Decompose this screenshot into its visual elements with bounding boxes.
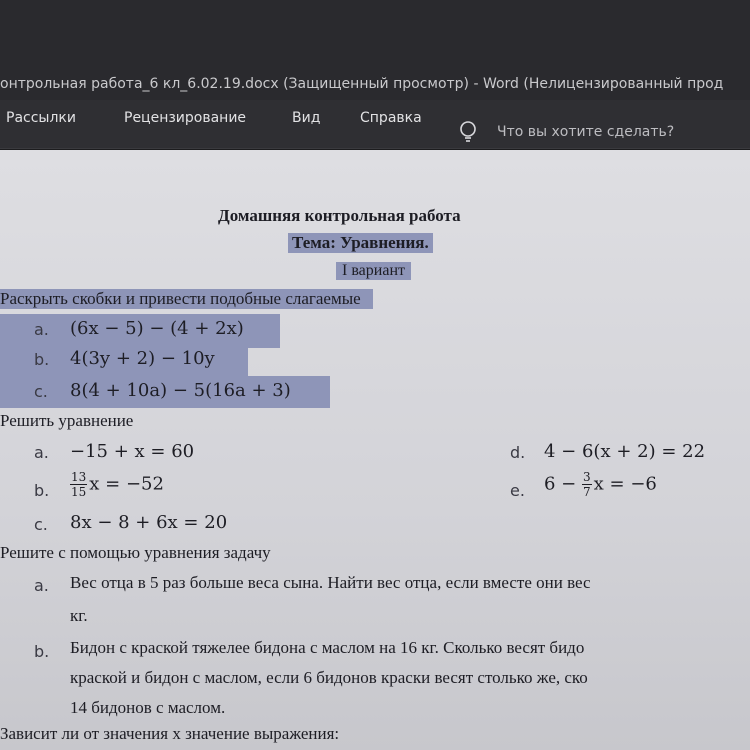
task2-e-expr: 6 − $\frac{3}{7}$ x = −6 [544,470,657,499]
task3-b-line2: краской и бидон с маслом, если 6 бидонов краски весят столько же, ско [70,668,588,687]
task3-a-label: a. [34,576,49,595]
task2-d-label: d. [510,443,526,462]
fraction-3-7: $\frac{3}{7}$ [583,470,591,499]
task1-c-label: c. [34,382,48,401]
fraction-13-15: $\frac{13}{15}$ [71,470,87,499]
task2-a-expr: −15 + x = 60 [70,441,195,462]
task1-a-expr: (6x − 5) − (4 + 2x) [70,318,244,339]
task2-d-expr: 4 − 6(x + 2) = 22 [544,441,706,462]
tab-help[interactable]: Справка [360,110,422,126]
task2-b-expr: $\frac{13}{15}$ x = −52 [71,470,164,499]
task2-a-label: a. [34,443,49,462]
task3-b-line3: 14 бидонов с маслом. [70,698,226,717]
task1-b-label: b. [34,350,50,369]
task2-c-label: c. [34,515,48,534]
task1-c-expr: 8(4 + 10a) − 5(16a + 3) [70,380,291,401]
doc-theme: Тема: Уравнения. [288,233,433,253]
task4-title: Зависит ли от значения x значение выражения: [0,724,340,743]
task2-b-label: b. [34,481,50,500]
task2-title: Решить уравнение [0,411,134,430]
task3-a-line2: кг. [70,606,88,625]
task3-b-label: b. [34,642,50,661]
tab-review[interactable]: Рецензирование [124,110,247,126]
task1-title: Раскрыть скобки и привести подобные слагаемые [0,289,373,309]
task3-b-line1: Бидон с краской тяжелее бидона с маслом на 16 кг. Сколько весят бидо [70,638,585,657]
lightbulb-icon[interactable] [458,120,478,144]
doc-heading: Домашняя контрольная работа [218,206,461,225]
window-title: онтрольная работа_6 кл_6.02.19.docx (Защищенный просмотр) - Word (Нелицензированный прод [0,76,724,92]
task1-b-expr: 4(3y + 2) − 10y [70,348,215,369]
task3-a-line1: Вес отца в 5 раз больше веса сына. Найти вес отца, если вместе они вес [70,573,591,592]
task3-title: Решите с помощью уравнения задачу [0,543,271,562]
tell-me-search[interactable]: Что вы хотите сделать? [497,124,675,140]
tab-view[interactable]: Вид [292,110,321,126]
task1-a-label: a. [34,320,49,339]
task2-c-expr: 8x − 8 + 6x = 20 [70,512,228,533]
task2-e-label: e. [510,481,525,500]
tab-mailings[interactable]: Рассылки [6,110,76,126]
doc-variant: I вариант [336,262,411,280]
